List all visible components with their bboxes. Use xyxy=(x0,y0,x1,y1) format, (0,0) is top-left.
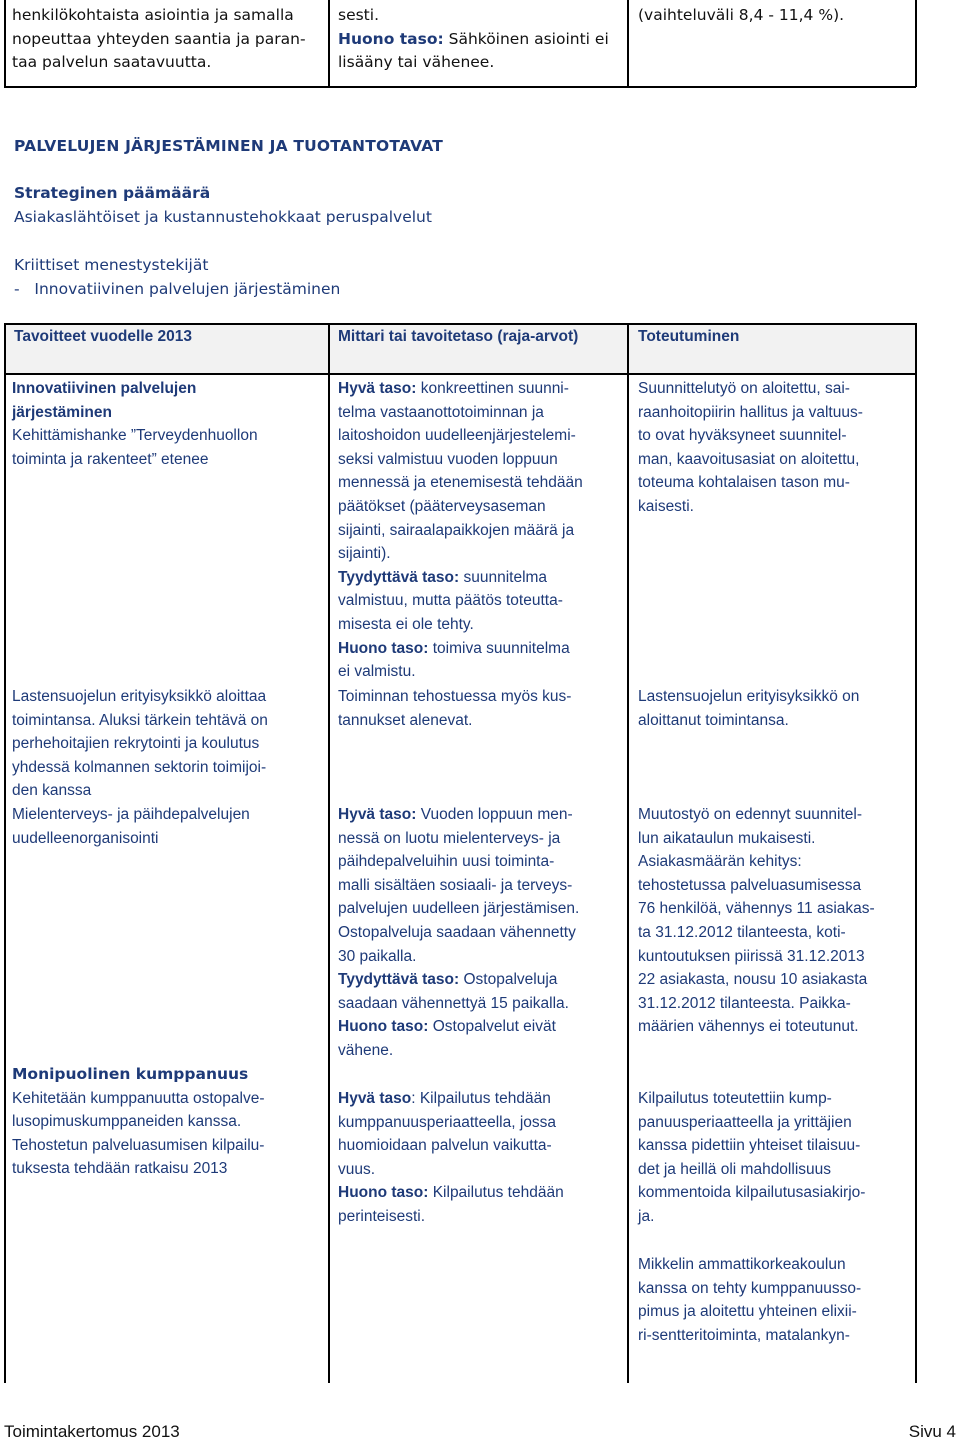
top-table-right-border xyxy=(915,0,917,87)
top-table-left-border xyxy=(4,0,6,87)
table-header-bottom-border xyxy=(4,373,916,375)
header-outcome: Toteutuminen xyxy=(638,328,740,345)
header-goals: Tavoitteet vuodelle 2013 xyxy=(14,328,193,345)
top-col1: henkilökohtaista asiointia ja samalla nopeuttaa yhteyden saantia ja paran- taa palvelun saatavuutta. xyxy=(12,6,306,72)
top-col3: (vaihteluväli 8,4 - 11,4 %). xyxy=(638,6,845,24)
r4-outcome-a: Kilpailutus toteutettiin kump- panuusperiaatteella ja yrittäjien kanssa pidettiin yhteiset tilaisuu- det ja heillä oli mahdollisuus kommentoida kilpailutusasiakirjo- ja. xyxy=(638,1090,866,1225)
r3-metric: Hyvä taso: Vuoden loppuun men- nessä on luotu mielenterveys- ja päihdepalveluihin uusi toiminta- malli sisältäen sosiaali- ja terveys- palvelujen uudelleen järjestämisen. Ostopalveluja saadaan vähennetty 30 paikalla. Tyydyttävä taso: Ostopalveluja saadaan vähennettyä 15 paikalla. Huono taso: Ostopalvelut eivät vähene. xyxy=(338,806,580,1059)
goal-title: Strateginen päämäärä xyxy=(14,184,211,202)
r4-goal: Monipuolinen kumppanuus Kehitetään kumppanuutta ostopalve- lusopimuskumppaneiden kanssa. Tehostetun palveluasumisen kilpailu- tuksesta tehdään ratkaisu 2013 xyxy=(12,1065,265,1178)
r3-goal: Mielenterveys- ja päihdepalvelujen uudelleenorganisointi xyxy=(12,806,250,847)
table-top-border xyxy=(4,323,916,325)
table-divider-2 xyxy=(627,323,629,1383)
r2-outcome: Lastensuojelun erityisyksikkö on aloittanut toimintansa. xyxy=(638,688,860,729)
factors-title: Kriittiset menestystekijät xyxy=(14,256,209,274)
top-table-divider-1 xyxy=(328,0,330,87)
r1-outcome: Suunnittelutyö on aloitettu, sai- raanhoitopiirin hallitus ja valtuus- to ovat hyväksyneet suunnitel- man, kaavoitusasiat on aloitettu, toteuma kohtalaisen tason mu- kaisesti. xyxy=(638,380,863,515)
goal-text: Asiakaslähtöiset ja kustannustehokkaat peruspalvelut xyxy=(14,208,432,226)
r2-metric: Toiminnan tehostuessa myös kus- tannukset alenevat. xyxy=(338,688,572,729)
r4-metric: Hyvä taso: Kilpailutus tehdään kumppanuusperiaatteella, jossa huomioidaan palvelun vaikutta- vuus. Huono taso: Kilpailutus tehdään perinteisesti. xyxy=(338,1090,564,1225)
table-divider-1 xyxy=(328,323,330,1383)
footer-title: Toimintakertomus 2013 xyxy=(4,1422,180,1441)
header-metric: Mittari tai tavoitetaso (raja-arvot) xyxy=(338,328,579,345)
table-right-border xyxy=(915,323,917,1383)
footer-page-number: Sivu 4 xyxy=(908,1422,956,1441)
r1-metric: Hyvä taso: konkreettinen suunni- telma vastaanottotoiminnan ja laitoshoidon uudelleenjärjestelemi- seksi valmistuu vuoden loppuun mennessä ja etenemisestä tehdään päätökset (pääterveysaseman sijainti, sairaalapaikkojen määrä ja sijainti). Tyydyttävä taso: suunnitelma valmistuu, mutta päätös toteutta- misesta ei ole tehty. Huono taso: toimiva suunnitelma ei valmistu. xyxy=(338,380,583,681)
top-table-bottom-border xyxy=(4,86,916,88)
top-table-divider-2 xyxy=(627,0,629,87)
r2-goal: Lastensuojelun erityisyksikkö aloittaa toimintansa. Aluksi tärkein tehtävä on perhehoitajien rekrytointi ja koulutus yhdessä kolmannen sektorin toimijoi- den kanssa xyxy=(12,688,268,800)
top-col2: sesti. Huono taso: Sähköinen asiointi ei lisääny tai vähenee. xyxy=(338,6,609,72)
r3-outcome: Muutostyö on edennyt suunnitel- lun aikataulun mukaisesti. Asiakasmäärän kehitys: tehostetussa palveluasumisessa 76 henkilöä, vähennys 11 asiakas- ta 31.12.2012 tilanteesta, koti- kuntoutuksen piirissä 31.12.2013 22 asiakasta, nousu 10 asiakasta 31.12.2012 tilanteesta. Paikka- määrien vähennys ei toteutunut. xyxy=(638,806,875,1036)
section-heading: PALVELUJEN JÄRJESTÄMINEN JA TUOTANTOTAVAT xyxy=(14,137,444,155)
r4-outcome-b: Mikkelin ammattikorkeakoulun kanssa on tehty kumppanuusso- pimus ja aloitettu yhteinen elixii- ri-sentteritoiminta, matalankyn- xyxy=(638,1256,862,1344)
table-left-border xyxy=(4,323,6,1383)
r1-goal: Innovatiivinen palvelujen järjestäminen Kehittämishanke ”Terveydenhuollon toiminta ja rakenteet” etenee xyxy=(12,380,258,468)
factor-item: - Innovatiivinen palvelujen järjestäminen xyxy=(14,280,341,298)
